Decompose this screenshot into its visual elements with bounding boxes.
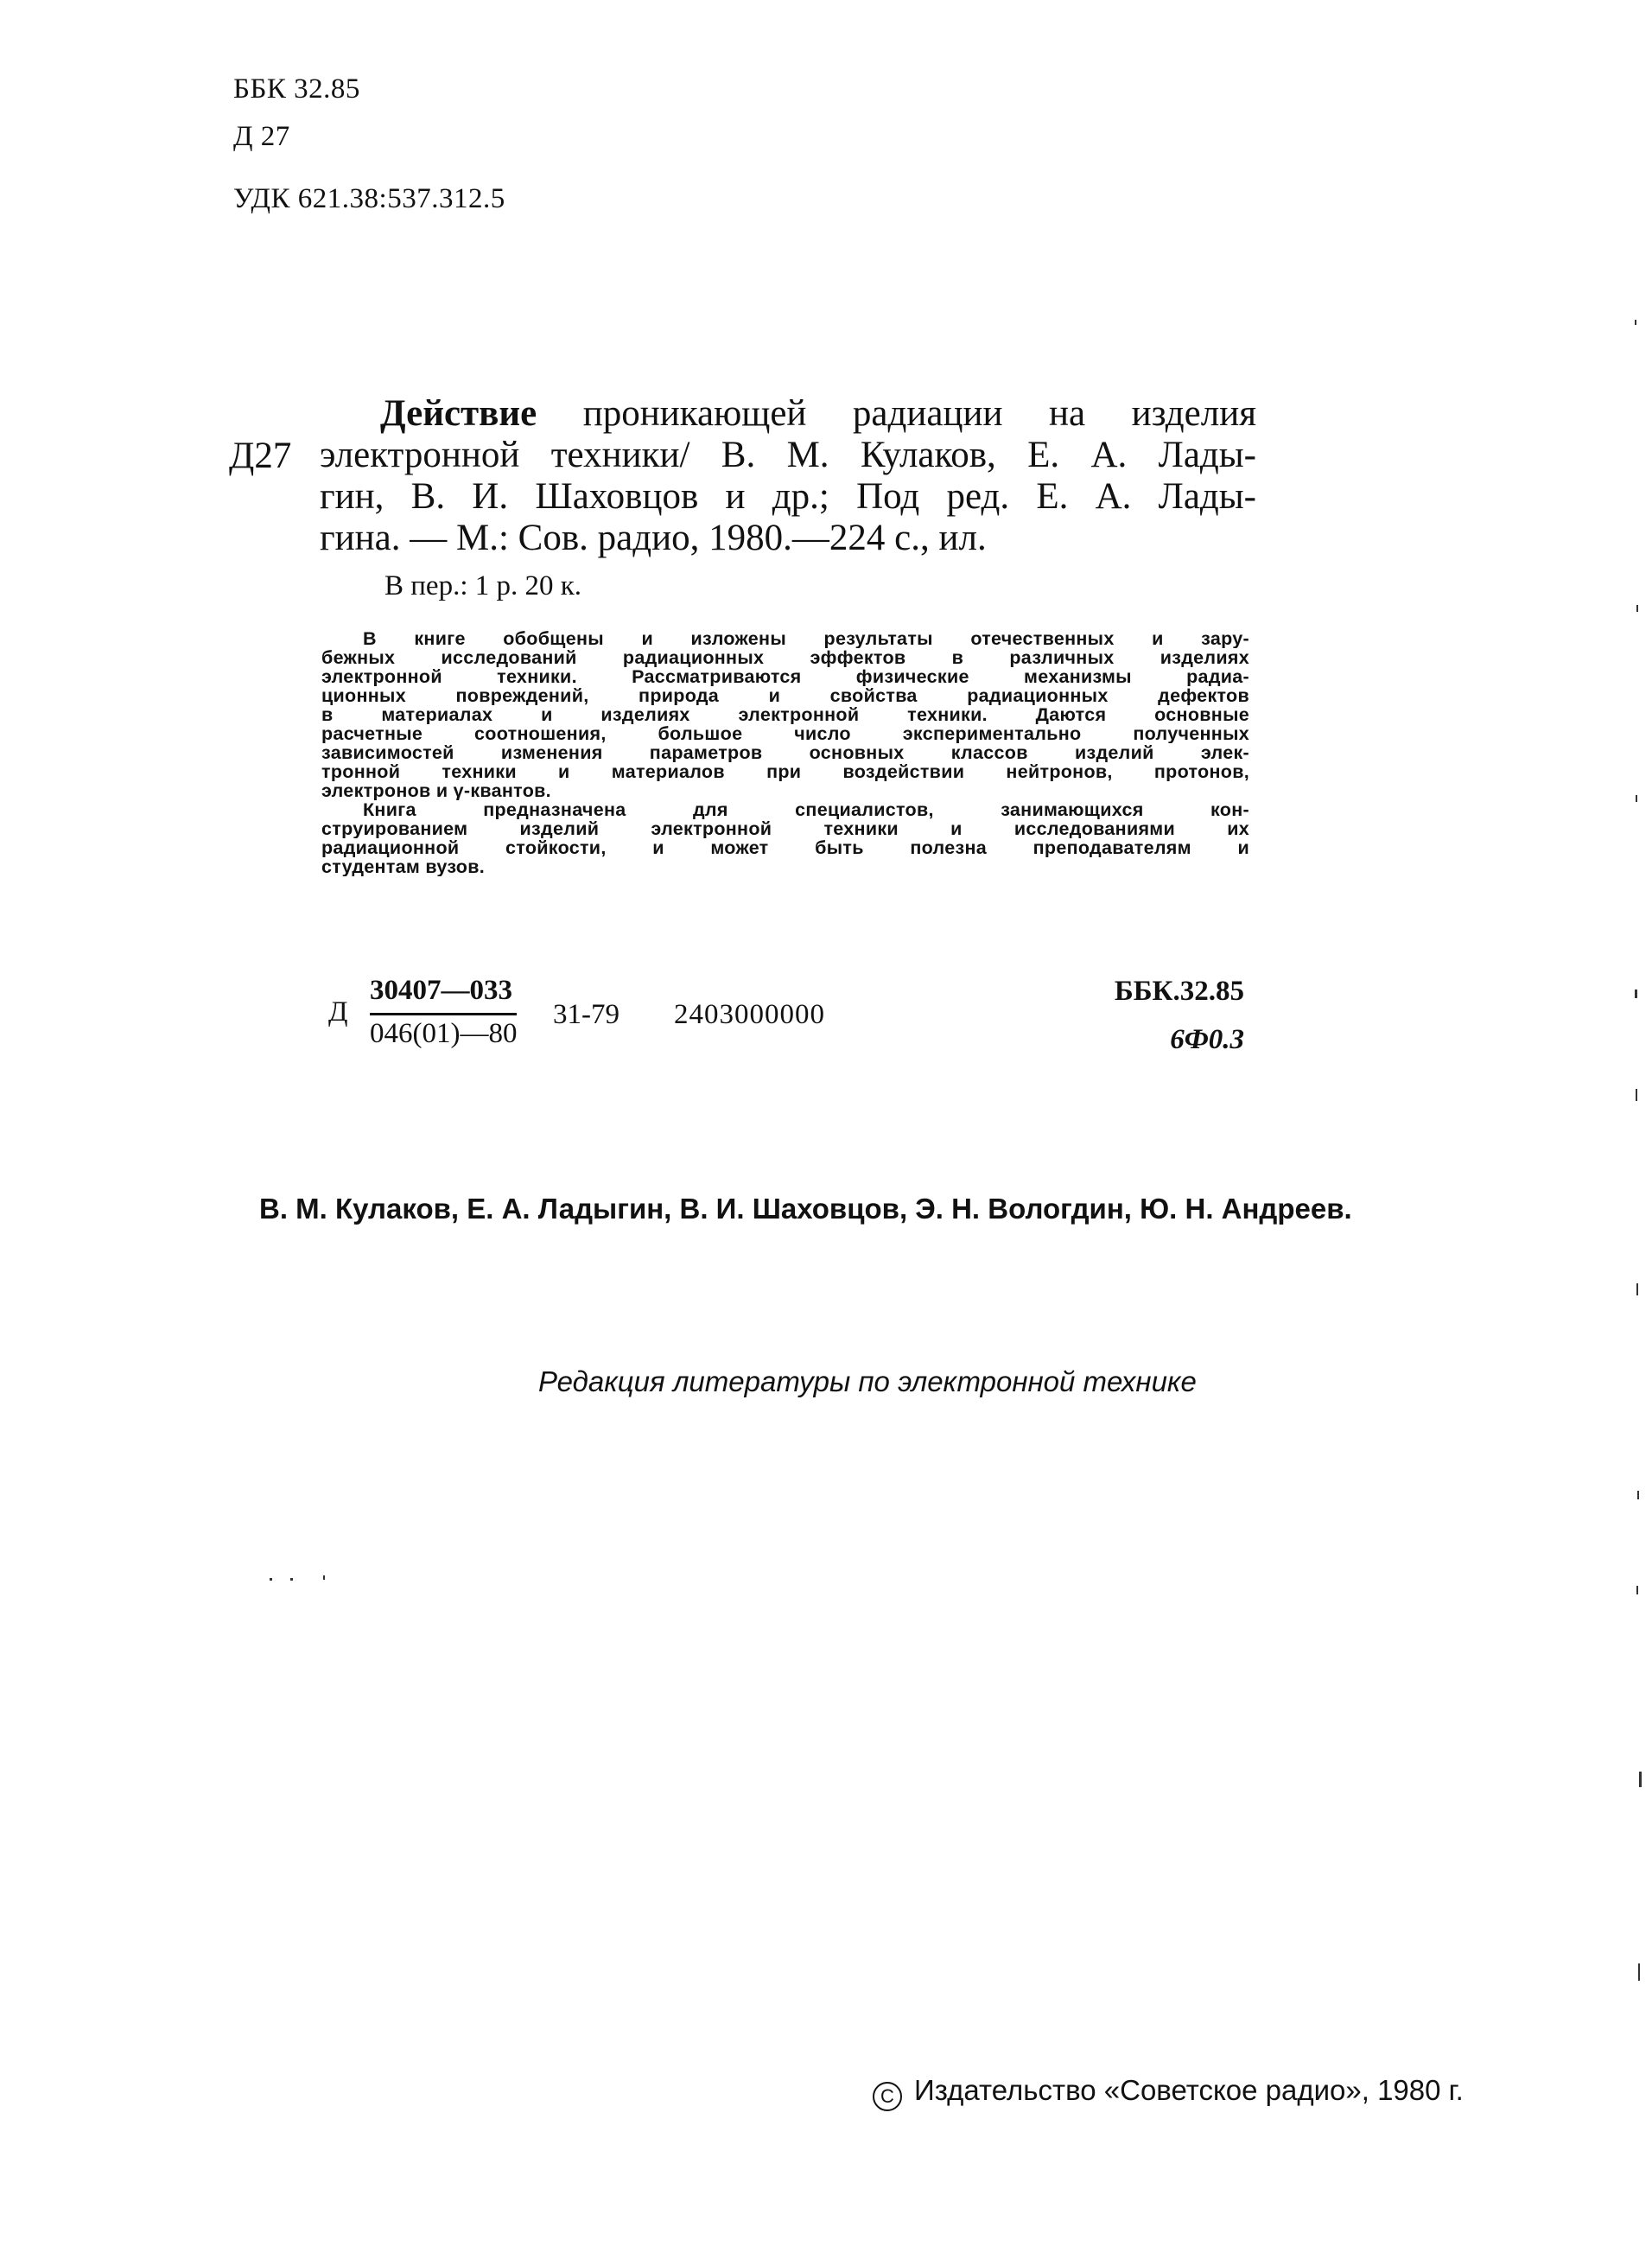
bbk-code: ББК 32.85 <box>233 73 360 105</box>
annotation-line: Книга предназначена для специалистов, занимающихся кон- <box>363 800 1249 819</box>
index-code-2: 2403000000 <box>674 999 825 1030</box>
copyright-icon: C <box>873 2082 902 2111</box>
annotation-line: в материалах и изделиях электронной техники. Даются основные <box>321 705 1249 724</box>
udk-code: УДК 621.38:537.312.5 <box>233 183 505 214</box>
annotation-line: ционных повреждений, природа и свойства радиационных дефектов <box>321 686 1249 705</box>
annotation-line: студентам вузов. <box>321 857 486 876</box>
scan-speck <box>1639 1772 1642 1787</box>
catalog-code-label: Д27 <box>229 436 292 476</box>
scan-speck <box>1635 990 1637 998</box>
annotation-line: электронов и γ-квантов. <box>321 781 551 800</box>
scan-speck <box>270 1578 272 1581</box>
catalog-line-2: электронной техники/ В. М. Кулаков, Е. А. Лады- <box>320 435 1256 475</box>
fraction-denominator: 046(01)—80 <box>370 1018 518 1049</box>
annotation-line: электронной техники. Рассматриваются физические механизмы радиа- <box>321 667 1249 686</box>
annotation <box>321 629 1249 876</box>
catalog-line-3: гин, В. И. Шаховцов и др.; Под ред. Е. А. Лады- <box>320 476 1256 517</box>
annotation-line: радиационной стойкости, и может быть полезна преподавателям и <box>321 838 1249 857</box>
fraction-bar <box>370 1013 517 1015</box>
annotation-line: расчетные соотношения, большое число экспериментально полученных <box>321 724 1249 743</box>
fraction-prefix: Д <box>328 996 348 1028</box>
scan-speck <box>290 1578 293 1581</box>
scan-speck <box>1637 1491 1639 1499</box>
index-udc-short: 6Ф0.3 <box>1170 1024 1244 1055</box>
authors-line: В. М. Кулаков, Е. А. Ладыгин, В. И. Шаховцов, Э. Н. Вологдин, Ю. Н. Андреев. <box>259 1193 1352 1225</box>
scan-speck <box>1635 320 1636 325</box>
annotation-line: струированием изделий электронной техники и исследованиями их <box>321 819 1249 838</box>
index-bbk: ББК.32.85 <box>1114 976 1244 1007</box>
catalog-line-4: гина. — М.: Сов. радио, 1980.—224 с., ил. <box>320 518 987 558</box>
editorial-office: Редакция литературы по электронной технике <box>538 1365 1197 1397</box>
scan-speck <box>323 1575 325 1580</box>
annotation-line: бежных исследований радиационных эффектов в различных изделиях <box>321 648 1249 667</box>
catalog-line-1-rest: проникающей радиации на изделия <box>582 393 1256 434</box>
annotation-line: тронной техники и материалов при воздействии нейтронов, протонов, <box>321 762 1249 781</box>
fraction-numerator: 30407—033 <box>370 975 512 1006</box>
price: В пер.: 1 р. 20 к. <box>384 570 582 601</box>
scan-speck <box>1636 795 1637 802</box>
copyright-line <box>873 2074 1464 2111</box>
catalog-title: Действие <box>380 393 537 434</box>
scan-speck <box>1636 1586 1638 1594</box>
scan-speck <box>1638 1963 1640 1981</box>
scan-speck <box>1636 1283 1638 1295</box>
annotation-line: зависимостей изменения параметров основных классов изделий элек- <box>321 743 1249 762</box>
catalog-line-1 <box>320 393 1256 435</box>
author-mark-code: Д 27 <box>233 121 290 152</box>
index-code-1: 31-79 <box>553 999 620 1030</box>
catalog-description <box>320 393 1256 559</box>
index-fraction <box>328 975 847 1053</box>
annotation-line: В книге обобщены и изложены результаты отечественных и зару- <box>363 629 1249 648</box>
copyright-text: Издательство «Советское радио», 1980 г. <box>914 2074 1464 2106</box>
scan-speck <box>1636 1089 1637 1101</box>
scan-speck <box>1636 605 1638 612</box>
